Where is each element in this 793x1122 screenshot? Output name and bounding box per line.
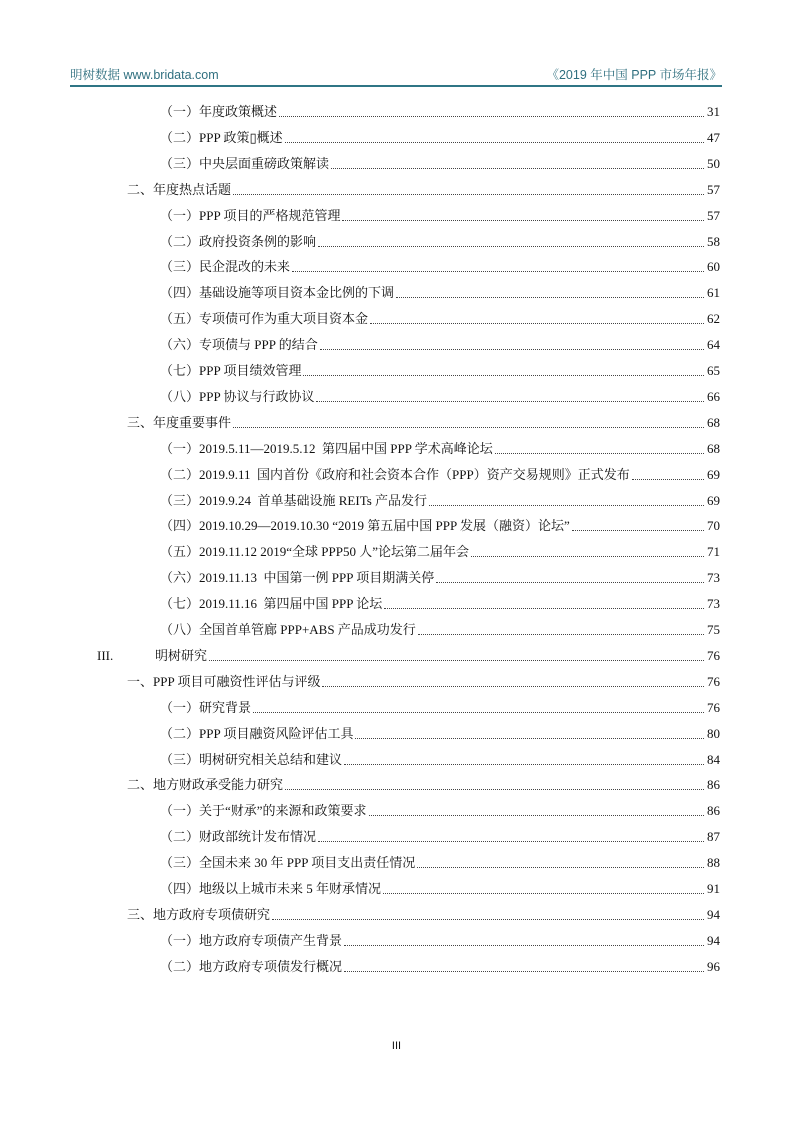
dot-leader: [209, 660, 704, 661]
toc-entry[interactable]: [160, 750, 720, 770]
toc-entry[interactable]: [160, 206, 720, 226]
toc-entry-page: 91: [707, 881, 720, 896]
toc-entry-page: 75: [707, 622, 720, 637]
toc-entry-title: （二）PPP 政策▯概述: [160, 129, 283, 145]
dot-leader: [318, 841, 704, 842]
dot-leader: [495, 453, 704, 454]
toc-entry-page: 65: [707, 363, 720, 378]
toc-entry[interactable]: [160, 387, 720, 407]
toc-entry[interactable]: [97, 646, 720, 666]
dot-leader: [322, 686, 704, 687]
toc-entry[interactable]: [127, 180, 720, 200]
dot-leader: [417, 867, 704, 868]
dot-leader: [233, 427, 704, 428]
toc-entry-page: 76: [707, 647, 720, 663]
toc-entry-title: （四）基础设施等项目资本金比例的下调: [160, 285, 395, 301]
dot-leader: [429, 505, 704, 506]
toc-entry[interactable]: [160, 620, 720, 640]
dot-leader: [292, 271, 704, 272]
toc-entry-title: （三）2019.9.24 首单基础设施 REITs 产品发行: [160, 492, 428, 508]
toc-entry-title: （一）2019.5.11—2019.5.12 第四届中国 PPP 学术高峰论坛: [160, 440, 493, 456]
toc-entry-title: （五）专项债可作为重大项目资本金: [160, 311, 369, 327]
toc-entry-title: （二）2019.9.11 国内首份《政府和社会资本合作（PPP）资产交易规则》正式发布: [160, 466, 630, 482]
toc-entry[interactable]: [160, 257, 720, 277]
toc-entry[interactable]: [160, 801, 720, 821]
toc-entry[interactable]: [160, 516, 720, 536]
toc-entry-page: 87: [707, 829, 720, 845]
toc-entry-page: 80: [707, 725, 720, 741]
dot-leader: [303, 375, 704, 376]
toc-entry[interactable]: [160, 465, 720, 485]
header-right: 《2019 年中国 PPP 市场年报》: [546, 68, 722, 82]
toc-entry[interactable]: [160, 232, 720, 252]
toc-entry[interactable]: [160, 102, 720, 122]
dot-leader: [572, 530, 704, 531]
toc-entry-title: 三、年度重要事件: [127, 414, 232, 430]
toc-entry[interactable]: [160, 879, 720, 899]
dot-leader: [344, 971, 704, 972]
toc-entry-page: 76: [707, 699, 720, 715]
toc-entry-page: 96: [707, 958, 720, 974]
page-header: [70, 64, 722, 84]
toc-entry[interactable]: [160, 957, 720, 977]
toc-entry[interactable]: [127, 905, 720, 925]
toc-entry[interactable]: [160, 491, 720, 511]
toc-entry-page: 86: [707, 803, 720, 819]
toc-entry-title: 三、地方政府专项债研究: [127, 906, 271, 922]
toc-entry-title: （三）民企混改的未来: [160, 259, 291, 275]
toc-entry-title: （七）PPP 项目绩效管理: [160, 363, 302, 378]
toc-entry-title: （四）2019.10.29—2019.10.30 “2019 第五届中国 PPP 发展（融资）论坛”: [160, 518, 570, 534]
toc-entry-page: 64: [707, 337, 720, 353]
toc-entry-title: （八）全国首单管廊 PPP+ABS 产品成功发行: [160, 622, 416, 637]
toc-entry[interactable]: [160, 827, 720, 847]
toc-entry-page: 94: [707, 906, 720, 922]
toc-entry-page: 71: [707, 544, 720, 560]
toc-entry-page: 62: [707, 311, 720, 327]
toc-entry-page: 50: [707, 155, 720, 171]
dot-leader: [632, 479, 704, 480]
toc-entry[interactable]: [160, 853, 720, 873]
toc-entry-page: 73: [707, 570, 720, 586]
toc-entry-page: 60: [707, 259, 720, 275]
dot-leader: [418, 634, 704, 635]
toc-entry[interactable]: [160, 931, 720, 951]
dot-leader: [320, 349, 704, 350]
toc-entry-title: （二）PPP 项目融资风险评估工具: [160, 725, 354, 741]
toc-entry-page: 76: [707, 673, 720, 689]
toc-entry-title: （六）2019.11.13 中国第一例 PPP 项目期满关停: [160, 570, 435, 586]
toc-entry-title: （一）关于“财承”的来源和政策要求: [160, 803, 367, 819]
dot-leader: [396, 297, 704, 298]
toc-entry-page: 61: [707, 285, 720, 301]
toc-entry-page: 88: [707, 855, 720, 871]
toc-entry-page: 68: [707, 440, 720, 456]
dot-leader: [344, 764, 704, 765]
toc-entry-title: 一、PPP 项目可融资性评估与评级: [127, 673, 321, 689]
toc-entry[interactable]: [160, 154, 720, 174]
toc-entry-title: （七）2019.11.16 第四届中国 PPP 论坛: [160, 596, 383, 612]
toc-entry-page: 58: [707, 233, 720, 249]
toc-entry[interactable]: [160, 439, 720, 459]
toc-entry[interactable]: [160, 283, 720, 303]
toc-entry-page: 68: [707, 414, 720, 430]
toc-entry-title: （一）年度政策概述: [160, 104, 278, 119]
toc-entry[interactable]: [127, 413, 720, 433]
toc-entry-page: 69: [707, 492, 720, 508]
dot-leader: [285, 789, 704, 790]
toc-entry-title: 二、地方财政承受能力研究: [127, 777, 284, 793]
toc-entry-page: 86: [707, 777, 720, 793]
toc-entry-title: 明树研究: [155, 647, 208, 663]
header-left: 明树数据 www.bridata.com: [70, 68, 219, 82]
toc-entry-title: （八）PPP 协议与行政协议: [160, 388, 315, 404]
toc-entry-title: （四）地级以上城市未来 5 年财承情况: [160, 881, 382, 896]
toc-entry-number: III.: [97, 647, 114, 663]
toc-entry-page: 69: [707, 466, 720, 482]
toc-entry-title: （二）地方政府专项债发行概况: [160, 958, 343, 974]
toc-entry-title: （一）地方政府专项债产生背景: [160, 932, 343, 948]
toc-entry-title: 二、年度热点话题: [127, 181, 232, 197]
dot-leader: [318, 246, 704, 247]
toc-entry[interactable]: [160, 568, 720, 588]
toc-entry-title: （三）全国未来 30 年 PPP 项目支出责任情况: [160, 855, 416, 871]
dot-leader: [279, 116, 704, 117]
toc-entry-page: 73: [707, 596, 720, 612]
toc-entry[interactable]: [160, 594, 720, 614]
toc-entry[interactable]: [127, 775, 720, 795]
dot-leader: [369, 815, 704, 816]
dot-leader: [272, 919, 704, 920]
toc-entry-title: （六）专项债与 PPP 的结合: [160, 337, 318, 353]
dot-leader: [233, 194, 704, 195]
toc-entry-page: 70: [707, 518, 720, 534]
dot-leader: [316, 401, 704, 402]
header-rule: [70, 85, 722, 87]
toc-entry-title: （二）政府投资条例的影响: [160, 233, 317, 249]
toc-entry-page: 57: [707, 207, 720, 223]
dot-leader: [471, 556, 704, 557]
toc-entry[interactable]: [160, 542, 720, 562]
toc-entry[interactable]: [160, 309, 720, 329]
toc-entry[interactable]: [160, 335, 720, 355]
toc-entry-title: （一）PPP 项目的严格规范管理: [160, 207, 341, 223]
dot-leader: [384, 608, 704, 609]
dot-leader: [253, 712, 704, 713]
toc-entry[interactable]: [160, 361, 720, 381]
toc-entry-title: （三）明树研究相关总结和建议: [160, 751, 343, 767]
dot-leader: [285, 142, 704, 143]
dot-leader: [383, 893, 704, 894]
toc-entry[interactable]: [160, 724, 720, 744]
toc-entry-title: （一）研究背景: [160, 699, 252, 715]
toc-entry[interactable]: [160, 128, 720, 148]
toc-entry-page: 94: [707, 932, 720, 948]
toc-entry-title: （二）财政部统计发布情况: [160, 829, 317, 845]
toc-entry[interactable]: [160, 698, 720, 718]
toc-entry-page: 66: [707, 388, 720, 404]
dot-leader: [331, 168, 704, 169]
toc-entry-page: 84: [707, 751, 720, 767]
toc-entry-page: 57: [707, 181, 720, 197]
toc-entry-title: （三）中央层面重磅政策解读: [160, 155, 330, 171]
dot-leader: [370, 323, 704, 324]
toc-entry-title: （五）2019.11.12 2019“全球 PPP50 人”论坛第二届年会: [160, 544, 469, 560]
page-number: III: [391, 1040, 402, 1052]
toc-entry[interactable]: [127, 672, 720, 692]
dot-leader: [344, 945, 704, 946]
toc-entry-page: 47: [707, 129, 720, 145]
dot-leader: [436, 582, 704, 583]
dot-leader: [342, 220, 704, 221]
dot-leader: [355, 738, 704, 739]
toc-entry-page: 31: [707, 104, 720, 119]
